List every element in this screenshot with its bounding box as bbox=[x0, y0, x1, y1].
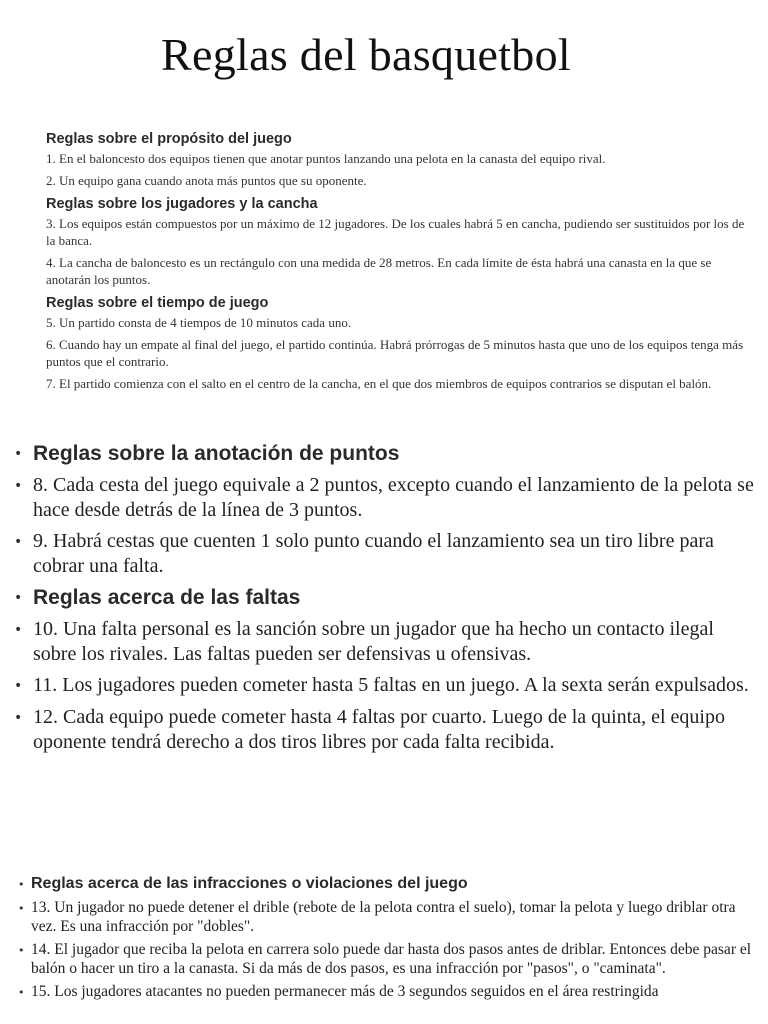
bullet-icon: • bbox=[14, 446, 23, 462]
bullet-icon: • bbox=[14, 710, 23, 726]
bullet-icon: • bbox=[14, 678, 23, 694]
list-item bbox=[14, 673, 754, 699]
list-item bbox=[14, 441, 754, 467]
heading-game-time: Reglas sobre el tiempo de juego bbox=[46, 295, 269, 311]
rule-6: 6. Cuando hay un empate al final del juego, el partido continúa. Habrá prórrogas de 5 minutos hasta que uno de los equipos tenga más puntos que el contrario. bbox=[46, 337, 744, 369]
heading-fouls: Reglas acerca de las faltas bbox=[33, 586, 301, 609]
rule-11: 11. Los jugadores pueden cometer hasta 5 faltas en un juego. A la sexta serán expulsados. bbox=[33, 674, 749, 696]
heading-purpose: Reglas sobre el propósito del juego bbox=[46, 131, 292, 147]
list-item bbox=[14, 473, 754, 523]
bullet-icon: • bbox=[14, 590, 23, 606]
rule-1: 1. En el baloncesto dos equipos tienen que anotar puntos lanzando una pelota en la canasta del equipo rival. bbox=[46, 151, 606, 166]
bullet-icon: • bbox=[18, 878, 25, 891]
rule-15: 15. Los jugadores atacantes no pueden permanecer más de 3 segundos seguidos en el área restringida bbox=[31, 983, 659, 1000]
rule-3: 3. Los equipos están compuestos por un máximo de 12 jugadores. De los cuales habrá 5 en cancha, pudiendo ser sustituidos por los de la banca. bbox=[46, 216, 745, 248]
list-item bbox=[18, 940, 758, 978]
list-item bbox=[18, 982, 758, 1002]
rule-2: 2. Un equipo gana cuando anota más puntos que su oponente. bbox=[46, 173, 367, 188]
bullet-icon: • bbox=[14, 478, 23, 494]
section-violations bbox=[18, 874, 758, 1006]
bullet-icon: • bbox=[18, 944, 25, 957]
list-item bbox=[14, 705, 754, 755]
bullet-icon: • bbox=[18, 986, 25, 999]
bullet-icon: • bbox=[18, 902, 25, 915]
rule-7: 7. El partido comienza con el salto en el centro de la cancha, en el que dos miembros de equipos contrarios se disputan el balón. bbox=[46, 376, 712, 391]
bullet-icon: • bbox=[14, 534, 23, 550]
heading-violations: Reglas acerca de las infracciones o violaciones del juego bbox=[31, 875, 468, 892]
section-points-fouls bbox=[14, 441, 754, 761]
heading-scoring: Reglas sobre la anotación de puntos bbox=[33, 442, 400, 465]
rule-14: 14. El jugador que reciba la pelota en carrera solo puede dar hasta dos pasos antes de driblar. Entonces debe pasar el balón o hacer un tiro a la canasta. Si da más de dos pasos, es una infracción por "pasos", o "caminata". bbox=[31, 941, 752, 977]
rule-5: 5. Un partido consta de 4 tiempos de 10 minutos cada uno. bbox=[46, 315, 352, 330]
bullet-icon: • bbox=[14, 622, 23, 638]
list-item bbox=[14, 529, 754, 579]
list-item bbox=[18, 898, 758, 936]
list-item bbox=[18, 874, 758, 894]
rule-8: 8. Cada cesta del juego equivale a 2 puntos, excepto cuando el lanzamiento de la pelota se hace desde detrás de la línea de 3 puntos. bbox=[33, 474, 754, 521]
rule-12: 12. Cada equipo puede cometer hasta 4 faltas por cuarto. Luego de la quinta, el equipo oponente tendrá derecho a dos tiros libres por cada falta recibida. bbox=[33, 706, 725, 753]
page-title: Reglas del basquetbol bbox=[161, 29, 571, 80]
rule-4: 4. La cancha de baloncesto es un rectángulo con una medida de 28 metros. En cada límite de ésta habrá una canasta en la que se anotarán los puntos. bbox=[46, 255, 712, 287]
heading-players-court: Reglas sobre los jugadores y la cancha bbox=[46, 196, 318, 212]
list-item bbox=[14, 585, 754, 611]
list-item bbox=[14, 617, 754, 667]
rule-13: 13. Un jugador no puede detener el drible (rebote de la pelota contra el suelo), tomar la pelota y luego driblar otra vez. Es una infracción por "dobles". bbox=[31, 899, 736, 935]
rule-10: 10. Una falta personal es la sanción sobre un jugador que ha hecho un contacto ilegal sobre los rivales. Las faltas pueden ser defensivas u ofensivas. bbox=[33, 618, 714, 665]
rule-9: 9. Habrá cestas que cuenten 1 solo punto cuando el lanzamiento sea un tiro libre para cobrar una falta. bbox=[33, 530, 714, 577]
section-basic-rules bbox=[46, 129, 746, 397]
